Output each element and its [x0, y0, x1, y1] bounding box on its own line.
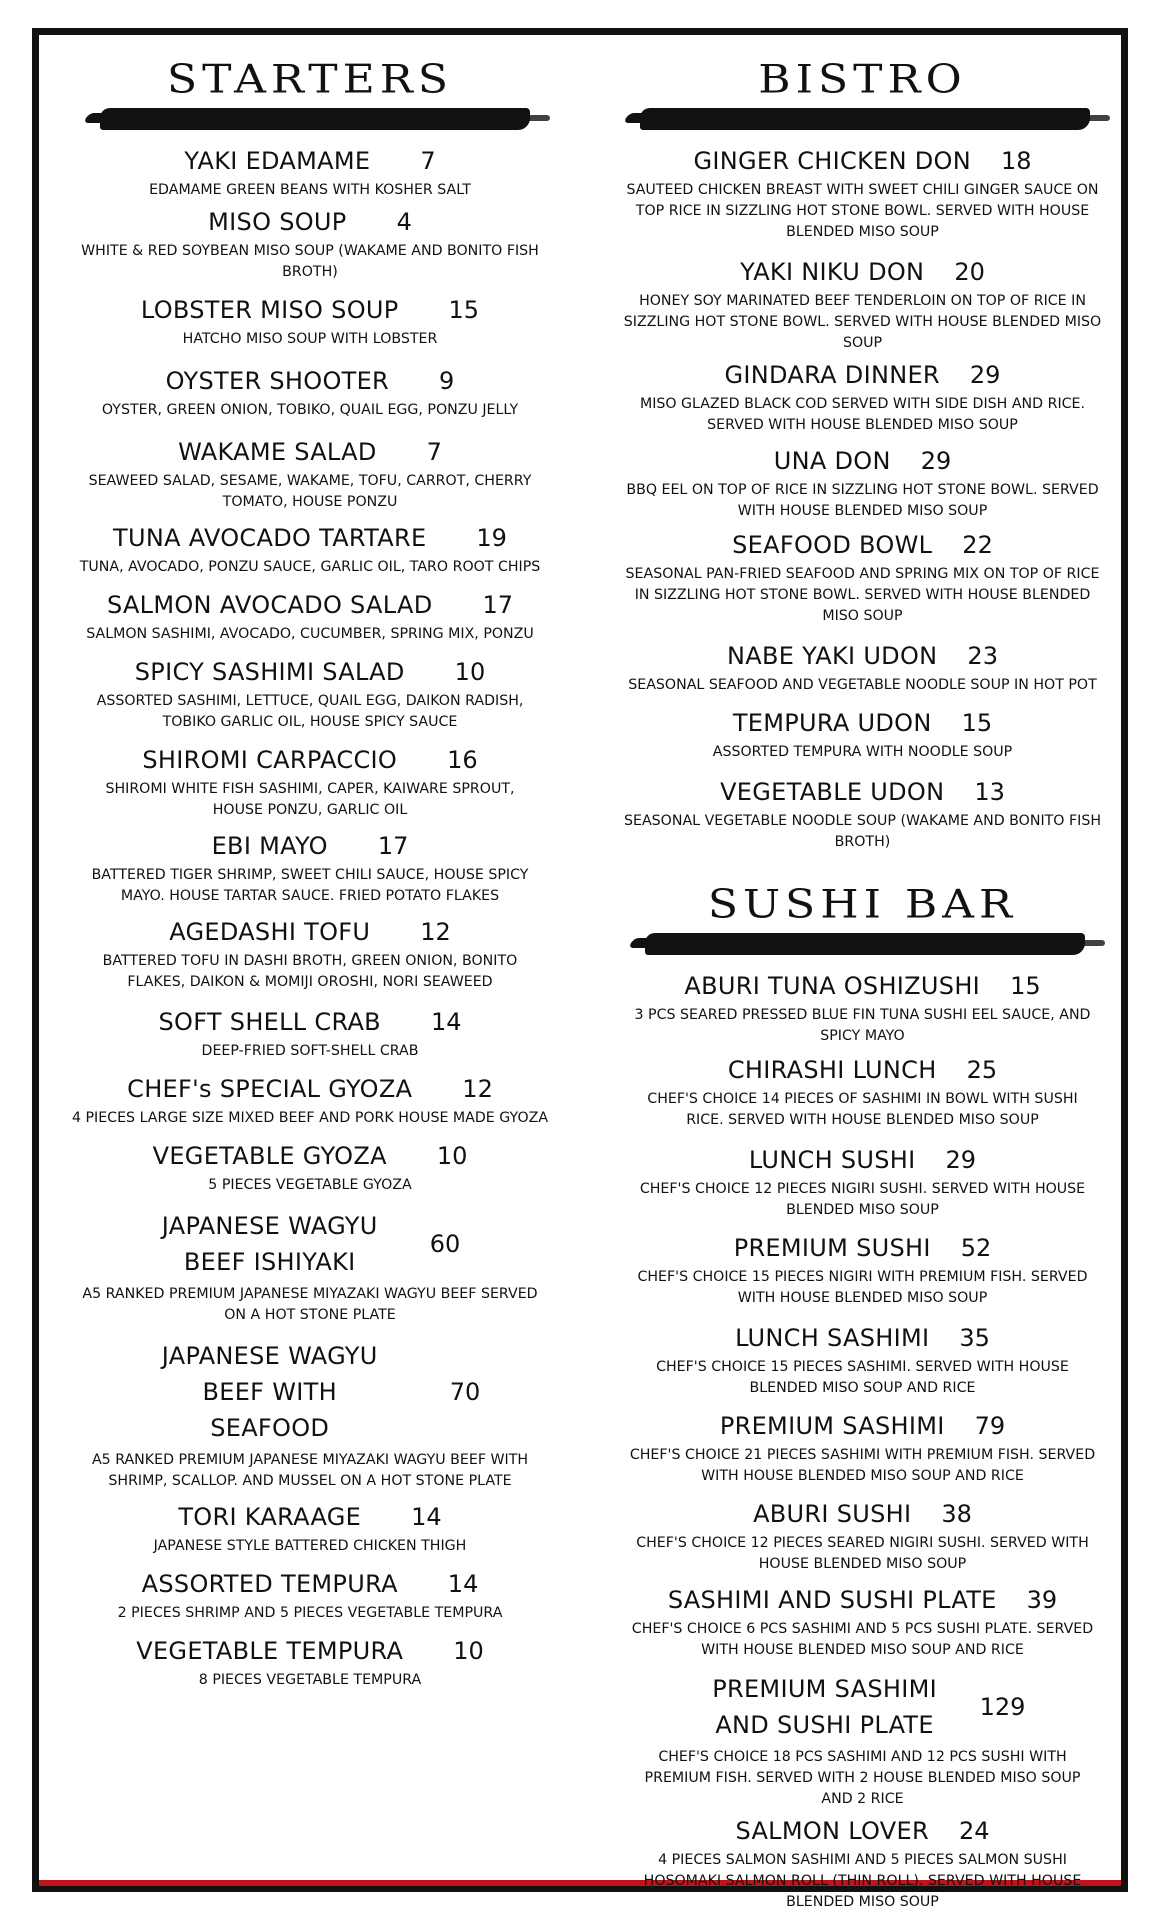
menu-item-price: 4 [396, 208, 412, 236]
menu-item-name: PREMIUM SUSHI [733, 1234, 931, 1262]
menu-item-title-row [615, 1411, 1110, 1441]
menu-item-title-row [60, 295, 560, 325]
menu-item-description: CHEF'S CHOICE 6 PCS SASHIMI AND 5 PCS SUSHI PLATE. SERVED WITH HOUSE BLENDED MISO SOUP AND RICE [631, 1621, 1094, 1658]
menu-item-price: 10 [454, 658, 486, 686]
menu-item [615, 1816, 1110, 1913]
menu-item-description: HONEY SOY MARINATED BEEF TENDERLOIN ON TOP OF RICE IN SIZZLING HOT STONE BOWL. SERVED WITH HOUSE BLENDED MISO SOUP [623, 293, 1102, 351]
menu-item-title-row [615, 446, 1110, 476]
menu-item-price: 79 [974, 1412, 1006, 1440]
menu-item-description: A5 RANKED PREMIUM JAPANESE MIYAZAKI WAGYU BEEF SERVED ON A HOT STONE PLATE [82, 1286, 538, 1323]
sushi-bar-heading: SUSHI BAR [707, 881, 1018, 928]
menu-item [615, 1411, 1110, 1487]
menu-item [60, 1636, 560, 1691]
menu-item [60, 1502, 560, 1557]
menu-item-title-row [60, 657, 560, 687]
menu-item-price: 14 [447, 1570, 479, 1598]
menu-item [615, 1499, 1110, 1575]
starters-list [60, 146, 560, 1691]
menu-item-title-row [60, 523, 560, 553]
menu-item-price: 19 [476, 524, 507, 552]
menu-item-name: LUNCH SASHIMI [735, 1324, 930, 1352]
menu-item [615, 1055, 1110, 1131]
sushi-bar-list [615, 971, 1110, 1913]
menu-item-description: SEASONAL PAN-FRIED SEAFOOD AND SPRING MIX ON TOP OF RICE IN SIZZLING HOT STONE BOWL. SERVED WITH HOUSE BLENDED MISO SOUP [625, 566, 1100, 624]
menu-item-title-row [60, 831, 560, 861]
sushi-bar-heading-block [615, 875, 1110, 967]
menu-item-title-row [60, 1007, 560, 1037]
menu-item-name: WAKAME SALAD [178, 438, 377, 466]
menu-item-name: SASHIMI AND SUSHI PLATE [667, 1586, 997, 1614]
menu-item [615, 446, 1110, 522]
menu-item-title-row [615, 1323, 1110, 1353]
menu-item-title-row [615, 360, 1110, 390]
menu-item-name: SALMON LOVER [735, 1817, 929, 1845]
menu-item-price: 23 [967, 642, 998, 670]
menu-item-description: 4 PIECES SALMON SASHIMI AND 5 PIECES SALMON SUSHI HOSOMAKI SALMON ROLL (THIN ROLL). SERVED WITH HOUSE BLENDED MISO SOUP [643, 1852, 1082, 1910]
menu-item-title-row [60, 745, 560, 775]
menu-item-price: 24 [958, 1817, 990, 1845]
menu-item-title-row [615, 1233, 1110, 1263]
starters-heading-block [60, 50, 560, 142]
menu-item-title-row [615, 641, 1110, 671]
menu-item-name: VEGETABLE GYOZA [152, 1142, 387, 1170]
menu-item-description: JAPANESE STYLE BATTERED CHICKEN THIGH [153, 1538, 467, 1554]
menu-item [60, 1074, 560, 1129]
menu-item-name: LOBSTER MISO SOUP [140, 296, 399, 324]
menu-item-price: 20 [954, 258, 985, 286]
menu-item-title-row [615, 777, 1110, 807]
menu-item-name: OYSTER SHOOTER [165, 367, 390, 395]
menu-item-title-row [60, 1636, 560, 1666]
bistro-heading: BISTRO [758, 56, 967, 103]
menu-item-description: BATTERED TIGER SHRIMP, SWEET CHILI SAUCE, HOUSE SPICY MAYO. HOUSE TARTAR SAUCE. FRIED POTATO FLAKES [91, 867, 529, 904]
menu-item-description: 2 PIECES SHRIMP AND 5 PIECES VEGETABLE TEMPURA [117, 1605, 503, 1621]
menu-item-price: 22 [962, 531, 993, 559]
menu-item-name: SEAFOOD BOWL [732, 531, 933, 559]
menu-item-price: 16 [447, 746, 478, 774]
menu-item-price: 17 [482, 591, 514, 619]
menu-item-price: 14 [411, 1503, 442, 1531]
menu-item [60, 917, 560, 993]
menu-item-name: PREMIUM SASHIMI [719, 1412, 945, 1440]
menu-item-price: 13 [974, 778, 1005, 806]
menu-item-price: 29 [920, 447, 952, 475]
menu-item-description: MISO GLAZED BLACK COD SERVED WITH SIDE DISH AND RICE. SERVED WITH HOUSE BLENDED MISO SOUP [639, 396, 1086, 433]
menu-item-name: TORI KARAAGE [178, 1503, 362, 1531]
menu-item-description: CHEF'S CHOICE 18 PCS SASHIMI AND 12 PCS SUSHI WITH PREMIUM FISH. SERVED WITH 2 HOUSE BLENDED MISO SOUP AND 2 RICE [644, 1749, 1081, 1807]
sushi-bar-section [615, 875, 1110, 1913]
menu-item-title-row [60, 1141, 560, 1171]
menu-item-price: 25 [966, 1056, 998, 1084]
menu-item-description: OYSTER, GREEN ONION, TOBIKO, QUAIL EGG, PONZU JELLY [101, 402, 519, 418]
menu-item-name: EBI MAYO [211, 832, 328, 860]
menu-item [60, 207, 560, 283]
menu-item [615, 1671, 1110, 1810]
menu-item-title-row [615, 1145, 1110, 1175]
menu-item-price: 7 [420, 147, 436, 175]
menu-item-description: 4 PIECES LARGE SIZE MIXED BEEF AND PORK HOUSE MADE GYOZA [71, 1110, 549, 1126]
menu-item-title-row [60, 1338, 560, 1446]
menu-item-title-row [615, 1816, 1110, 1846]
menu-item-price: 70 [449, 1378, 481, 1406]
brush-stroke-underline [645, 933, 1085, 955]
menu-item-price: 29 [969, 361, 1001, 389]
menu-item-name: JAPANESE WAGYU BEEF WITH SEAFOOD [161, 1342, 378, 1442]
bistro-list [615, 146, 1110, 853]
menu-item-name: UNA DON [773, 447, 891, 475]
menu-item-title-row [60, 207, 560, 237]
menu-item-name: GINDARA DINNER [724, 361, 940, 389]
menu-item-description: SEASONAL SEAFOOD AND VEGETABLE NOODLE SOUP IN HOT POT [628, 677, 1097, 693]
brush-stroke-underline [640, 108, 1090, 130]
menu-item [60, 523, 560, 578]
menu-item-description: SALMON SASHIMI, AVOCADO, CUCUMBER, SPRING MIX, PONZU [86, 626, 534, 642]
menu-item [615, 708, 1110, 763]
menu-item-title-row [60, 437, 560, 467]
menu-item-name: YAKI EDAMAME [184, 147, 371, 175]
menu-item-name: YAKI NIKU DON [740, 258, 925, 286]
menu-item-description: BATTERED TOFU IN DASHI BROTH, GREEN ONION, BONITO FLAKES, DAIKON & MOMIJI OROSHI, NORI SEAWEED [102, 953, 518, 990]
menu-item-description: CHEF'S CHOICE 21 PIECES SASHIMI WITH PREMIUM FISH. SERVED WITH HOUSE BLENDED MISO SOUP AND RICE [629, 1447, 1096, 1484]
menu-item-description: CHEF'S CHOICE 12 PIECES NIGIRI SUSHI. SERVED WITH HOUSE BLENDED MISO SOUP [639, 1181, 1086, 1218]
menu-item-title-row [60, 1074, 560, 1104]
bistro-section [615, 50, 1110, 853]
menu-item-description: CHEF'S CHOICE 15 PIECES SASHIMI. SERVED WITH HOUSE BLENDED MISO SOUP AND RICE [656, 1359, 1069, 1396]
menu-item [60, 657, 560, 733]
menu-item-price: 60 [429, 1230, 461, 1258]
menu-item-name: SHIROMI CARPACCIO [142, 746, 398, 774]
menu-item-title-row [615, 1671, 1110, 1743]
menu-item [615, 1145, 1110, 1221]
menu-item [60, 295, 560, 350]
menu-item-name: LUNCH SUSHI [748, 1146, 916, 1174]
menu-item-description: A5 RANKED PREMIUM JAPANESE MIYAZAKI WAGYU BEEF WITH SHRIMP, SCALLOP. AND MUSSEL ON A HOT STONE PLATE [91, 1452, 529, 1489]
menu-item-name: SPICY SASHIMI SALAD [134, 658, 405, 686]
menu-item-name: NABE YAKI UDON [727, 642, 938, 670]
menu-item-description: ASSORTED SASHIMI, LETTUCE, QUAIL EGG, DAIKON RADISH, TOBIKO GARLIC OIL, HOUSE SPICY SAUCE [96, 693, 524, 730]
menu-item-description: WHITE & RED SOYBEAN MISO SOUP (WAKAME AND BONITO FISH BROTH) [81, 243, 539, 280]
menu-item-title-row [60, 1569, 560, 1599]
menu-item-title-row [60, 1502, 560, 1532]
menu-item-title-row [60, 590, 560, 620]
menu-item-title-row [615, 1585, 1110, 1615]
menu-item-name: MISO SOUP [208, 208, 347, 236]
menu-item-description: EDAMAME GREEN BEANS WITH KOSHER SALT [149, 182, 471, 198]
menu-item-price: 14 [430, 1008, 462, 1036]
menu-item-description: SEAWEED SALAD, SESAME, WAKAME, TOFU, CARROT, CHERRY TOMATO, HOUSE PONZU [88, 473, 532, 510]
menu-item [615, 360, 1110, 436]
menu-item-price: 17 [377, 832, 409, 860]
menu-item [60, 1141, 560, 1196]
menu-item-price: 35 [959, 1324, 990, 1352]
menu-item-description: CHEF'S CHOICE 15 PIECES NIGIRI WITH PREMIUM FISH. SERVED WITH HOUSE BLENDED MISO SOUP [637, 1269, 1088, 1306]
menu-item-name: ASSORTED TEMPURA [141, 1570, 398, 1598]
menu-item [60, 1338, 560, 1492]
menu-item [615, 777, 1110, 853]
menu-item-description: CHEF'S CHOICE 12 PIECES SEARED NIGIRI SUSHI. SERVED WITH HOUSE BLENDED MISO SOUP [636, 1535, 1089, 1572]
menu-item-description: SAUTEED CHICKEN BREAST WITH SWEET CHILI GINGER SAUCE ON TOP RICE IN SIZZLING HOT STONE BOWL. SERVED WITH HOUSE BLENDED MISO SOUP [626, 182, 1099, 240]
menu-item-name: ABURI TUNA OSHIZUSHI [684, 972, 981, 1000]
menu-item-description: 5 PIECES VEGETABLE GYOZA [208, 1177, 412, 1193]
menu-item [60, 831, 560, 907]
menu-item [615, 257, 1110, 354]
menu-item-description: SEASONAL VEGETABLE NOODLE SOUP (WAKAME AND BONITO FISH BROTH) [624, 813, 1101, 850]
menu-item-price: 12 [420, 918, 451, 946]
menu-item [615, 1323, 1110, 1399]
menu-item-description: TUNA, AVOCADO, PONZU SAUCE, GARLIC OIL, TARO ROOT CHIPS [79, 559, 541, 575]
menu-item-price: 38 [941, 1500, 972, 1528]
menu-item-description: DEEP-FRIED SOFT-SHELL CRAB [201, 1043, 419, 1059]
menu-item-title-row [60, 146, 560, 176]
menu-item-name: SOFT SHELL CRAB [158, 1008, 381, 1036]
menu-item [60, 590, 560, 645]
brush-stroke-underline [100, 108, 530, 130]
menu-item-description: 3 PCS SEARED PRESSED BLUE FIN TUNA SUSHI EEL SAUCE, AND SPICY MAYO [634, 1007, 1091, 1044]
menu-item-name: TUNA AVOCADO TARTARE [113, 524, 427, 552]
starters-section [60, 50, 560, 1691]
menu-item-name: CHEF's SPECIAL GYOZA [127, 1075, 413, 1103]
menu-item-price: 7 [426, 438, 442, 466]
menu-item-name: SALMON AVOCADO SALAD [106, 591, 433, 619]
menu-item [615, 641, 1110, 696]
menu-item-title-row [615, 257, 1110, 287]
menu-item [60, 1208, 560, 1326]
menu-item-price: 15 [448, 296, 480, 324]
menu-item-price: 129 [979, 1693, 1026, 1721]
menu-item-description: SHIROMI WHITE FISH SASHIMI, CAPER, KAIWARE SPROUT, HOUSE PONZU, GARLIC OIL [105, 781, 515, 818]
menu-item-title-row [615, 708, 1110, 738]
menu-item [615, 971, 1110, 1047]
menu-item-name: PREMIUM SASHIMI AND SUSHI PLATE [712, 1675, 937, 1739]
menu-item [60, 1569, 560, 1624]
menu-item-title-row [615, 146, 1110, 176]
menu-item-price: 15 [961, 709, 993, 737]
menu-item [615, 1585, 1110, 1661]
menu-item-name: ABURI SUSHI [753, 1500, 912, 1528]
menu-item-title-row [60, 366, 560, 396]
menu-item-price: 52 [960, 1234, 992, 1262]
menu-item [60, 146, 560, 201]
menu-item-price: 15 [1010, 972, 1041, 1000]
menu-item-price: 39 [1026, 1586, 1058, 1614]
menu-item-title-row [615, 1055, 1110, 1085]
menu-item-price: 9 [439, 367, 455, 395]
menu-item-name: VEGETABLE UDON [720, 778, 945, 806]
menu-item-price: 12 [462, 1075, 493, 1103]
menu-item-title-row [60, 1208, 560, 1280]
menu-item-name: JAPANESE WAGYU BEEF ISHIYAKI [161, 1212, 378, 1276]
menu-item-name: TEMPURA UDON [732, 709, 932, 737]
menu-item-name: VEGETABLE TEMPURA [136, 1637, 404, 1665]
menu-item [60, 437, 560, 513]
menu-item [615, 1233, 1110, 1309]
menu-item [60, 745, 560, 821]
menu-item-description: BBQ EEL ON TOP OF RICE IN SIZZLING HOT STONE BOWL. SERVED WITH HOUSE BLENDED MISO SOUP [626, 482, 1099, 519]
bistro-heading-block [615, 50, 1110, 142]
menu-item-title-row [615, 530, 1110, 560]
menu-item-title-row [60, 917, 560, 947]
menu-item [60, 366, 560, 421]
menu-item-price: 10 [453, 1637, 484, 1665]
menu-item-price: 10 [436, 1142, 468, 1170]
menu-item [60, 1007, 560, 1062]
menu-item-description: HATCHO MISO SOUP WITH LOBSTER [182, 331, 438, 347]
menu-item-price: 18 [1001, 147, 1032, 175]
menu-item-name: AGEDASHI TOFU [169, 918, 371, 946]
menu-item-name: GINGER CHICKEN DON [693, 147, 971, 175]
menu-item-description: ASSORTED TEMPURA WITH NOODLE SOUP [712, 744, 1013, 760]
menu-item-title-row [615, 1499, 1110, 1529]
menu-item-description: 8 PIECES VEGETABLE TEMPURA [198, 1672, 422, 1688]
menu-item-description: CHEF'S CHOICE 14 PIECES OF SASHIMI IN BOWL WITH SUSHI RICE. SERVED WITH HOUSE BLENDED MISO SOUP [647, 1091, 1078, 1128]
menu-item-title-row [615, 971, 1110, 1001]
menu-item-price: 29 [945, 1146, 977, 1174]
menu-item [615, 530, 1110, 627]
menu-item-name: CHIRASHI LUNCH [727, 1056, 937, 1084]
starters-heading: STARTERS [167, 56, 453, 103]
menu-item [615, 146, 1110, 243]
right-column [615, 50, 1110, 1913]
